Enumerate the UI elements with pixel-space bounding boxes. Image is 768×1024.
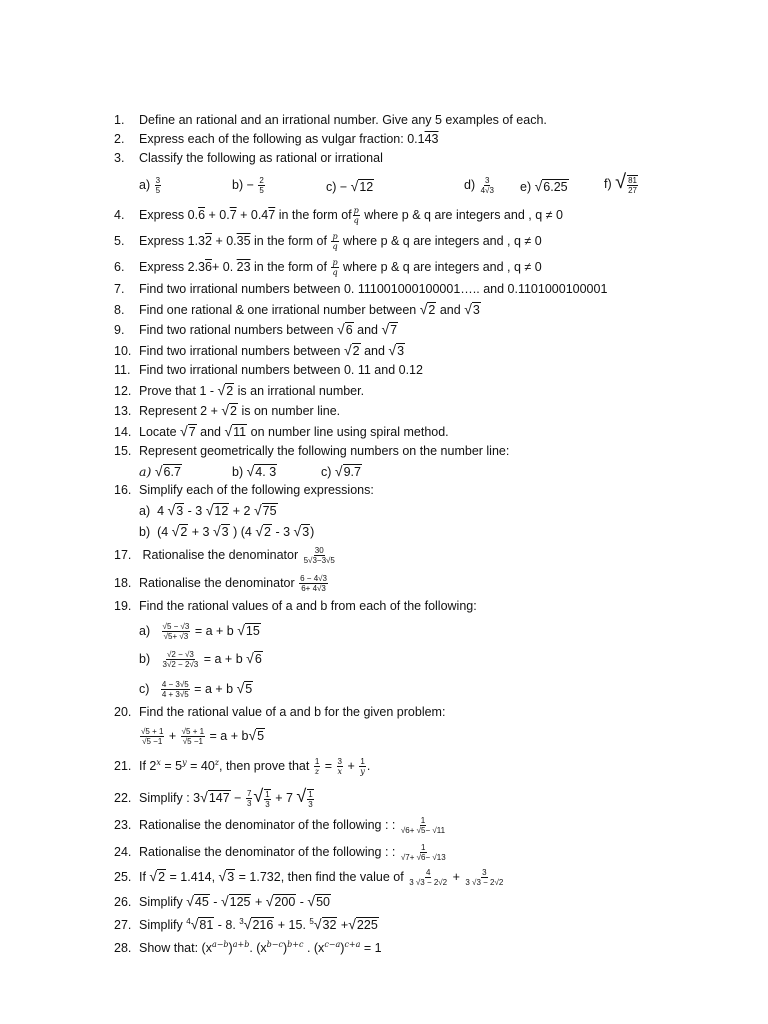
question-18: 18. Rationalise the denominator $\frac{6 - 4√3}{6+ 4√3}$ xyxy=(114,574,327,593)
q19-option-c: c) $\frac{4 - 3√5}{4 + 3√5}$ = a + b √5 xyxy=(139,680,253,700)
question-26: 26. Simplify √45 - √125 + √200 - √50 xyxy=(114,893,330,909)
question-3: 3. Classify the following as rational or irrational xyxy=(114,151,383,165)
question-23: 23. Rationalise the denominator of the following : : $\frac{1}{√6+ √5- √11}$ xyxy=(114,816,446,835)
question-8: 8. Find one rational & one irrational number between √2 and √3 xyxy=(114,301,480,317)
q3-option-f: f) √ $\frac{81}{27}$ xyxy=(604,171,638,195)
question-9: 9. Find two rational numbers between √6 and √7 xyxy=(114,321,398,337)
question-15: 15. Represent geometrically the following numbers on the number line: xyxy=(114,444,510,458)
question-5: 5. Express 1.32 + 0.35 in the form of $\frac{p}{q}$ where p & q are integers and , q ≠ 0 xyxy=(114,232,542,251)
q19-option-b: b) $\frac{√2 - √3}{3√2 - 2√3}$ = a + b √6 xyxy=(139,650,262,670)
question-10: 10. Find two irrational numbers between √2 and √3 xyxy=(114,342,405,358)
q3-option-b: b) − $\frac{2}{5}$ xyxy=(232,176,264,195)
question-17: 17. Rationalise the denominator $\frac{30}{5√3-3√5}$ xyxy=(114,546,335,565)
question-1: 1. Define an rational and an irrational number. Give any 5 examples of each. xyxy=(114,113,547,127)
q15-option-c: c) √9.7 xyxy=(321,463,361,479)
question-7: 7. Find two irrational numbers between 0. 111001000100001….. and 0.1101000100001 xyxy=(114,282,608,296)
question-14: 14. Locate √7 and √11 on number line using spiral method. xyxy=(114,423,449,439)
q15-option-b: b) √4. 3 xyxy=(232,463,277,479)
question-20: 20. Find the rational value of a and b for the given problem: xyxy=(114,705,446,719)
question-12: 12. Prove that 1 - √2 is an irrational number. xyxy=(114,382,365,398)
q3-option-a: a) $\frac{3}{5}$ xyxy=(139,176,161,195)
q3-option-c: c) − √12 xyxy=(326,178,374,194)
q19-option-a: a) $\frac{√5 - √3}{√5+ √3}$ = a + b √15 xyxy=(139,622,260,642)
question-27: 27. Simplify $^4$√81 - 8. $^3$√216 + 15. $^5$√32 +√225 xyxy=(114,916,378,933)
question-21: 21. If $2^x = 5^y = 40^z$, then prove that $\frac{1}{z}$ = $\frac{3}{x}$ + $\frac{1}{y}$ . xyxy=(114,757,371,777)
question-11: 11. Find two irrational numbers between 0. 11 and 0.12 xyxy=(114,363,423,377)
q3-option-e: e) √6.25 xyxy=(520,178,568,194)
question-16: 16. Simplify each of the following expressions: xyxy=(114,483,374,497)
q16-option-b: b) (4 √2 + 3 √3 ) (4 √2 - 3 √3) xyxy=(139,523,315,539)
question-22: 22. Simplify : 3√147 − $\frac{7}{3}$ √ $\frac{1}{3}$ + 7 √ $\frac{1}{3}$ xyxy=(114,786,313,809)
question-28: 28. Show that: $(x^{a-b})^{a+b}$. $(x^{b-c})^{b+c}$ . $(x^{c-a})^{c+a} = 1$ xyxy=(114,940,382,956)
question-4: 4. Express 0.6 + 0.7 + 0.47 in the form of $\frac{p}{q}$ where p & q are integers and , q ≠ 0 xyxy=(114,206,563,225)
q16-option-a: a) 4 √3 - 3 √12 + 2 √75 xyxy=(139,502,277,518)
q20-expression: $\frac{√5 + 1}{√5 -1}$ + $\frac{√5 + 1}{√5 -1}$ = a + b√5 xyxy=(141,727,265,747)
q15-option-a: a) √6.7 xyxy=(139,463,181,479)
question-19: 19. Find the rational values of a and b from each of the following: xyxy=(114,599,477,613)
question-13: 13. Represent 2 + √2 is on number line. xyxy=(114,402,341,418)
question-24: 24. Rationalise the denominator of the following : : $\frac{1}{√7+ √6- √13}$ xyxy=(114,843,446,862)
question-6: 6. Express 2.36+ 0. 23 in the form of $\frac{p}{q}$ where p & q are integers and , q ≠ 0 xyxy=(114,258,542,277)
question-2: 2. Express each of the following as vulgar fraction: 0.143 xyxy=(114,132,439,146)
question-25: 25. If √2 = 1.414, √3 = 1.732, then find the value of $\frac{4}{3 √3 - 2√2}$ + $\frac{3}{3 √3 - 2√2}$ xyxy=(114,868,504,888)
q3-option-d: d) $\frac{3}{4√3}$ xyxy=(464,176,494,195)
